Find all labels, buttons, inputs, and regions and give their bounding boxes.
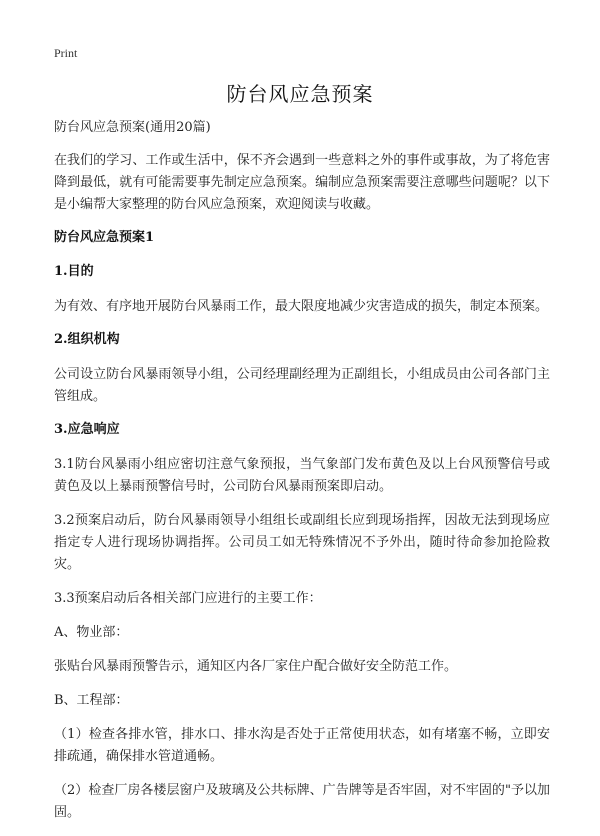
paragraph-3-3: 3.3预案启动后各相关部门应进行的主要工作： xyxy=(54,591,322,606)
document-subtitle: 防台风应急预案(通用20篇) xyxy=(54,120,211,135)
document-body xyxy=(54,118,550,836)
document-title: 防台风应急预案 xyxy=(226,82,374,106)
paragraph-3-1: 3.1防台风暴雨小组应密切注意气象预报，当气象部门发布黄色及以上台风预警信号或黄色及以上暴雨预警信号时，公司防台风暴雨预案即启动。 xyxy=(54,457,550,494)
paragraph-engineering-1: （1）检查各排水管，排水口、排水沟是否处于正常使用状态，如有堵塞不畅，立即安排疏通，确保排水管道通畅。 xyxy=(54,727,550,764)
paragraph-engineering-2: （2）检查厂房各楼层窗户及玻璃及公共标牌、广告牌等是否牢固，对不牢固的"予以加固。 xyxy=(54,783,550,820)
paragraph-property-dept: 张贴台风暴雨预警告示，通知区内各厂家住户配合做好安全防范工作。 xyxy=(54,659,458,674)
heading-organization: 2.组织机构 xyxy=(54,332,120,347)
label-engineering-dept: B、工程部： xyxy=(54,693,129,708)
paragraph-3-2: 3.2预案启动后，防台风暴雨领导小组组长或副组长应到现场指挥，因故无法到现场应指定专人进行现场协调指挥。公司员工如无特殊情况不予外出，随时待命参加抢险救灾。 xyxy=(54,513,550,572)
intro-paragraph: 在我们的学习、工作或生活中，保不齐会遇到一些意料之外的事件或事故，为了将危害降到最低，就有可能需要事先制定应急预案。编制应急预案需要注意哪些问题呢？以下是小编帮大家整理的防台风应急预案，欢迎阅读与收藏。 xyxy=(54,153,550,212)
heading-purpose: 1.目的 xyxy=(54,264,94,279)
print-link[interactable]: Print xyxy=(54,46,78,60)
paragraph-purpose: 为有效、有序地开展防台风暴雨工作，最大限度地减少灾害造成的损失，制定本预案。 xyxy=(54,299,549,314)
heading-response: 3.应急响应 xyxy=(54,422,120,437)
section-title: 防台风应急预案1 xyxy=(54,230,155,245)
paragraph-organization: 公司设立防台风暴雨领导小组，公司经理副经理为正副组长，小组成员由公司各部门主管组成。 xyxy=(54,367,550,404)
label-property-dept: A、物业部： xyxy=(54,625,129,640)
